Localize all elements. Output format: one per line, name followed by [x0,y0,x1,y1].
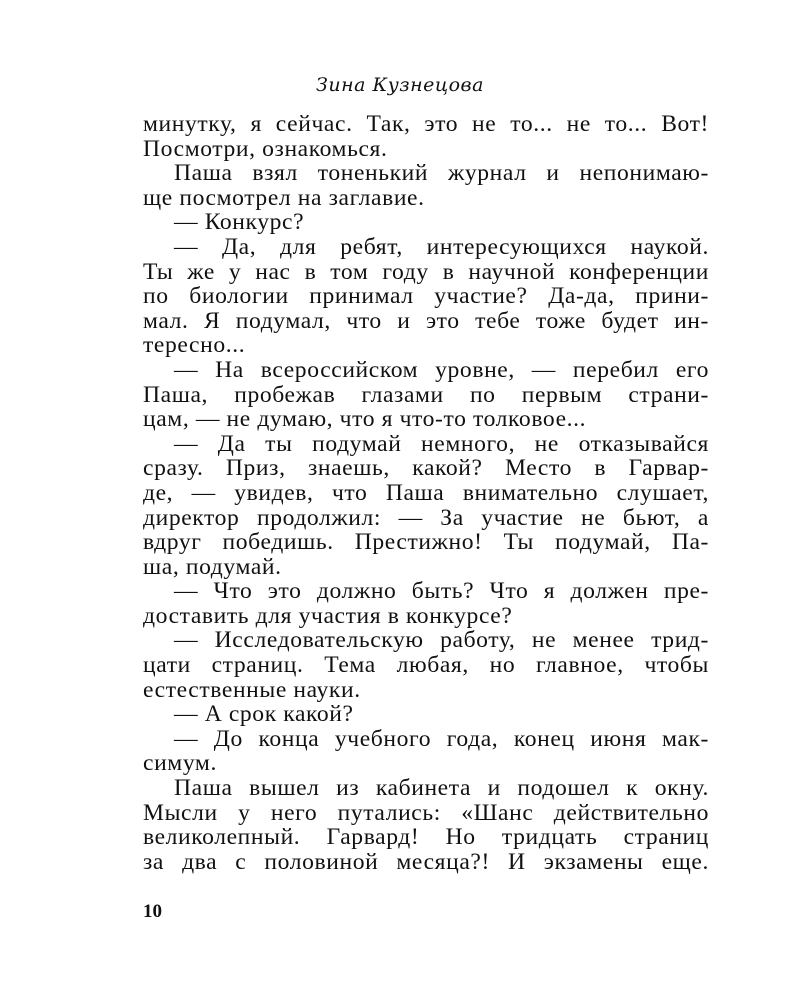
text-line: — Да ты подумай немного, не отказывайся [174,430,709,457]
text-line: симум. [143,750,217,777]
text-line: цати страниц. Тема любая, но главное, чтобы [143,652,709,679]
text-line: Паша взял тоненький журнал и непонимаю- [174,160,709,187]
text-line: Посмотри, ознакомься. [143,135,388,162]
text-line: естественные науки. [143,676,361,703]
text-line: — До конца учебного года, конец июня мак- [174,725,709,752]
text-line: Ты же у нас в том году в научной конференции [143,258,709,285]
text-line: — А срок какой? [174,701,354,728]
text-line: — Что это должно быть? Что я должен пре- [174,578,709,605]
text-line: цам, — не думаю, что я что-то толковое... [143,406,587,433]
text-line: директор продолжил: — За участие не бьют, а [143,504,709,531]
text-line: доставить для участия в конкурсе? [143,602,513,629]
text-line: великолепный. Гарвард! Но тридцать страниц [143,824,709,851]
text-line: ще посмотрел на заглавие. [143,184,425,211]
text-line: — На всероссийском уровне, — перебил его [174,356,709,383]
text-line: мал. Я подумал, что и это тебе тоже будет ин- [143,307,709,334]
text-line: ша, подумай. [143,553,282,580]
text-line: за два с половиной месяца?! И экзамены еще. [143,848,709,875]
text-line: де, — увидев, что Паша внимательно слушает, [143,479,709,506]
page-number: 10 [143,901,162,922]
text-line: — Конкурс? [174,209,305,236]
text-line: тересно... [143,332,246,359]
text-line: вдруг победишь. Престижно! Ты подумай, Па- [143,529,709,556]
text-line: Мысли у него путались: «Шанс действительно [143,799,709,826]
text-line: минутку, я сейчас. Так, это не то... не то... Вот! [143,111,709,137]
text-line: Паша вышел из кабинета и подошел к окну. [174,775,709,802]
body-text [143,112,709,874]
text-line: — Да, для ребят, интересующихся наукой. [174,233,709,260]
text-line: — Исследовательскую работу, не менее трид- [174,627,709,654]
text-line: сразу. Приз, знаешь, какой? Место в Гарвар- [143,455,709,482]
text-line: по биологии принимал участие? Да-да, прини- [143,283,709,310]
text-line: Паша, пробежав глазами по первым страни- [143,381,709,408]
running-head: Зина Кузнецова [316,74,484,96]
